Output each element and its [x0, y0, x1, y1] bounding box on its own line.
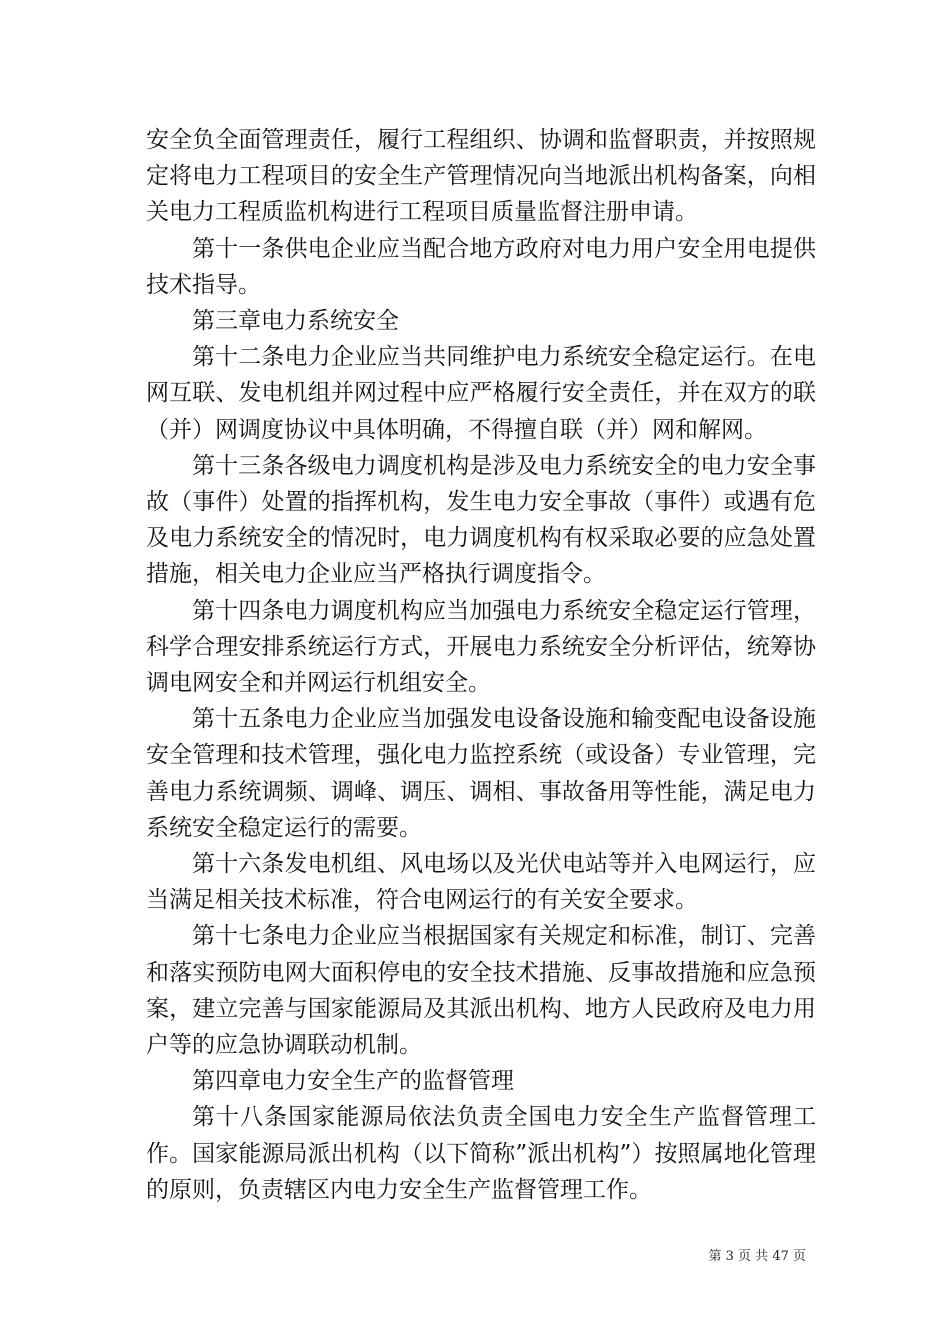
paragraph-article-16: 第十六条发电机组、风电场以及光伏电站等并入电网运行，应当满足相关技术标准，符合电网运行的有关安全要求。	[146, 851, 816, 914]
chapter-heading-3: 第三章电力系统安全	[192, 308, 399, 335]
paragraph-article-12: 第十二条电力企业应当共同维护电力系统安全稳定运行。在电网互联、发电机组并网过程中应严格履行安全责任，并在双方的联（并）网调度协议中具体明确，不得擅自联（并）网和解网。	[146, 344, 816, 443]
paragraph-article-15: 第十五条电力企业应当加强发电设备设施和输变配电设备设施安全管理和技术管理，强化电力监控系统（或设备）专业管理，完善电力系统调频、调峰、调压、调相、事故备用等性能，满足电力系统安全稳定运行的需要。	[146, 706, 816, 841]
paragraph-article-18: 第十八条国家能源局依法负责全国电力安全生产监督管理工作。国家能源局派出机构（以下简称”派出机构”）按照属地化管理的原则，负责辖区内电力安全生产监督管理工作。	[146, 1104, 816, 1203]
paragraph-article-17: 第十七条电力企业应当根据国家有关规定和标准，制订、完善和落实预防电网大面积停电的安全技术措施、反事故措施和应急预案，建立完善与国家能源局及其派出机构、地方人民政府及电力用户等的应急协调联动机制。	[146, 923, 816, 1059]
paragraph-article-14: 第十四条电力调度机构应当加强电力系统安全稳定运行管理，科学合理安排系统运行方式，开展电力系统安全分析评估，统筹协调电网安全和并网运行机组安全。	[146, 597, 816, 697]
paragraph-article-13: 第十三条各级电力调度机构是涉及电力系统安全的电力安全事故（事件）处置的指挥机构，发生电力安全事故（事件）或遇有危及电力系统安全的情况时，电力调度机构有权采取必要的应急处置措施，相关电力企业应当严格执行调度指令。	[146, 452, 816, 588]
chapter-heading-4: 第四章电力安全生产的监督管理	[192, 1068, 514, 1095]
paragraph-0: 安全负全面管理责任，履行工程组织、协调和监督职责，并按照规定将电力工程项目的安全生产管理情况向当地派出机构备案，向相关电力工程质监机构进行工程项目质量监督注册申请。	[146, 127, 816, 226]
paragraph-article-11: 第十一条供电企业应当配合地方政府对电力用户安全用电提供技术指导。	[146, 235, 816, 298]
document-body	[146, 122, 816, 1208]
page-number-footer: 第 3 页 共 47 页	[708, 1249, 806, 1264]
